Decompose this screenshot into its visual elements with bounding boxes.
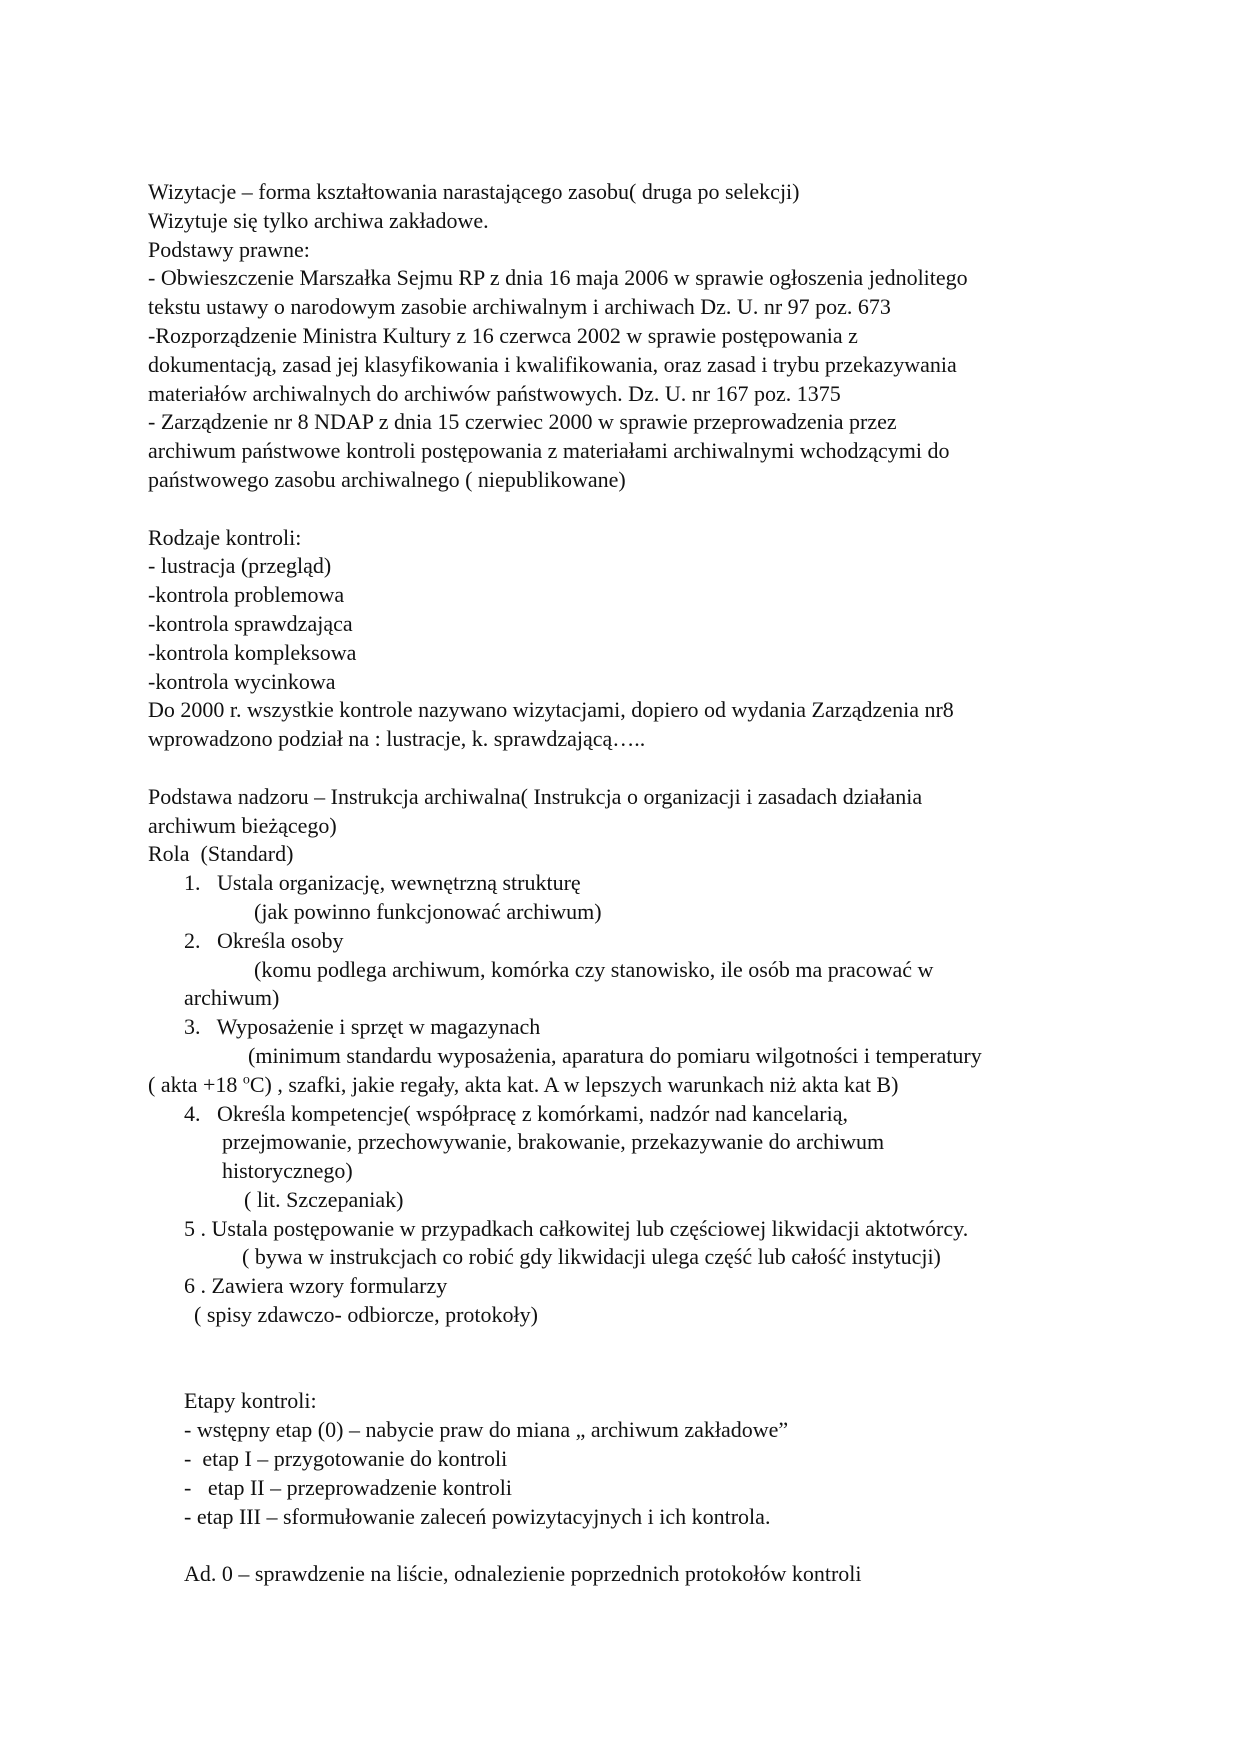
list-item: -kontrola problemowa (148, 582, 345, 608)
numbered-item: 3. Wyposażenie i sprzęt w magazynach (184, 1014, 541, 1040)
section-heading-supervision: Podstawa nadzoru – Instrukcja archiwalna( Instrukcja o organizacji i zasadach działania (148, 783, 923, 809)
numbered-item: 1. Ustala organizację, wewnętrzną strukturę (184, 870, 581, 896)
text-line: archiwum państwowe kontroli postępowania z materiałami archiwalnymi wchodzącymi do (148, 438, 950, 464)
blank-line (148, 1531, 1148, 1560)
numbered-item: 2. Określa osoby (184, 927, 344, 953)
item-note: ( spisy zdawczo- odbiorcze, protokoły) (194, 1302, 538, 1328)
item-note: archiwum) (184, 985, 280, 1011)
list-item: -kontrola sprawdzająca (148, 610, 353, 636)
list-item: -kontrola wycinkowa (148, 668, 336, 694)
list-item: - wstępny etap (0) – nabycie praw do miana „ archiwum zakładowe” (184, 1417, 789, 1443)
numbered-item: 5 . Ustala postępowanie w przypadkach całkowitej lub częściowej likwidacji aktotwórcy. (184, 1215, 969, 1241)
item-note (148, 1071, 1148, 1100)
text-line: państwowego zasobu archiwalnego ( niepublikowane) (148, 466, 626, 492)
list-item: - etap III – sformułowanie zaleceń powizytacyjnych i ich kontrola. (184, 1503, 771, 1529)
text-fragment: ( akta +18 (148, 1071, 243, 1097)
control-stages-section (148, 1387, 1148, 1531)
blank-line (148, 1359, 1148, 1388)
text-line: wprowadzono podział na : lustracje, k. sprawdzającą….. (148, 726, 646, 752)
text-line: dokumentacją, zasad jej klasyfikowania i kwalifikowania, oraz zasad i trybu przekazywania (148, 351, 957, 377)
text-line: tekstu ustawy o narodowym zasobie archiwalnym i archiwach Dz. U. nr 97 poz. 673 (148, 294, 891, 320)
section-heading-stages: Etapy kontroli: (184, 1388, 317, 1414)
item-note: przejmowanie, przechowywanie, brakowanie, przekazywanie do archiwum (222, 1129, 885, 1155)
section-heading-control-types: Rodzaje kontroli: (148, 524, 302, 550)
numbered-item: 6 . Zawiera wzory formularzy (184, 1273, 448, 1299)
ad0-line: Ad. 0 – sprawdzenie na liście, odnalezienie poprzednich protokołów kontroli (184, 1561, 862, 1587)
numbered-item: 4. Określa kompetencje( współpracę z komórkami, nadzór nad kancelarią, (184, 1100, 849, 1126)
control-types-section (148, 524, 1148, 754)
blank-line (148, 495, 1148, 524)
text-line: - Obwieszczenie Marszałka Sejmu RP z dnia 16 maja 2006 w sprawie ogłoszenia jednolitego (148, 265, 968, 291)
degree-superscript: o (242, 1072, 250, 1088)
section-heading-legal-basis: Podstawy prawne: (148, 236, 310, 262)
item-note: (jak powinno funkcjonować archiwum) (254, 898, 602, 924)
list-item: - lustracja (przegląd) (148, 553, 332, 579)
list-item: - etap I – przygotowanie do kontroli (184, 1446, 508, 1472)
intro-section (148, 178, 1148, 495)
text-line: Do 2000 r. wszystkie kontrole nazywano wizytacjami, dopiero od wydania Zarządzenia nr8 (148, 697, 954, 723)
blank-line (148, 754, 1148, 783)
text-line: Wizytuje się tylko archiwa zakładowe. (148, 207, 489, 233)
list-item: - etap II – przeprowadzenie kontroli (184, 1474, 513, 1500)
text-fragment: C) , szafki, jakie regały, akta kat. A w lepszych warunkach niż akta kat B) (249, 1071, 899, 1097)
item-note: ( lit. Szczepaniak) (244, 1186, 404, 1212)
text-line: materiałów archiwalnych do archiwów państwowych. Dz. U. nr 167 poz. 1375 (148, 380, 841, 406)
list-item: -kontrola kompleksowa (148, 639, 357, 665)
blank-line (148, 1330, 1148, 1359)
item-note: (komu podlega archiwum, komórka czy stanowisko, ile osób ma pracować w (254, 956, 934, 982)
supervision-section (148, 783, 1148, 1330)
text-line: -Rozporządzenie Ministra Kultury z 16 czerwca 2002 w sprawie postępowania z (148, 322, 858, 348)
role-heading: Rola (Standard) (148, 841, 294, 867)
text-line: - Zarządzenie nr 8 NDAP z dnia 15 czerwiec 2000 w sprawie przeprowadzenia przez (148, 409, 897, 435)
item-note: (minimum standardu wyposażenia, aparatura do pomiaru wilgotności i temperatury (248, 1042, 982, 1068)
document-page (148, 178, 1148, 1589)
item-note: historycznego) (222, 1158, 353, 1184)
document-heading: Wizytacje – forma kształtowania narastającego zasobu( druga po selekcji) (148, 179, 800, 204)
text-line: archiwum bieżącego) (148, 812, 337, 838)
item-note: ( bywa w instrukcjach co robić gdy likwidacji ulega część lub całość instytucji) (242, 1244, 941, 1270)
